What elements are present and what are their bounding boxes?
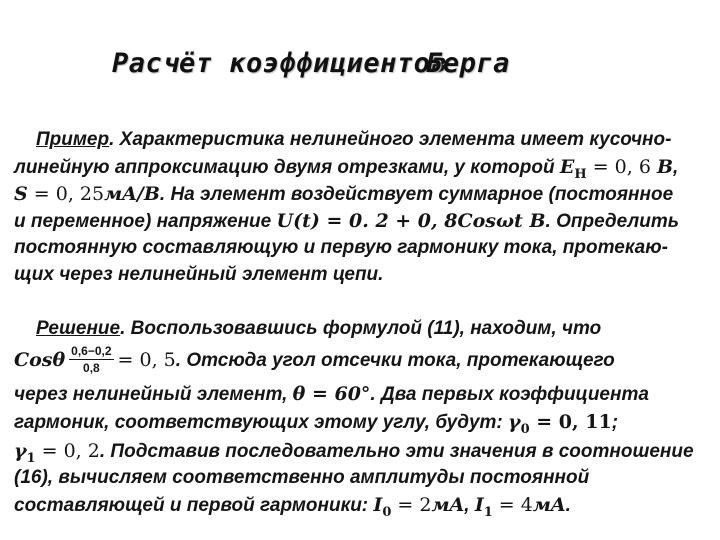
solution-text-2: . Отсюда угол отсечки тока, протекающего	[175, 350, 615, 372]
formula-E: E	[559, 156, 575, 178]
title-main: Расчёт коэффициентов	[112, 48, 448, 79]
solution-line-6	[14, 466, 589, 490]
example-comma: ,	[673, 157, 679, 178]
solution-line-3	[14, 382, 649, 407]
example-line-6	[14, 263, 383, 287]
formula-I0-value: = 2	[391, 494, 432, 516]
formula-E-value: = 0, 6	[586, 156, 657, 178]
formula-E-sub: H	[574, 167, 587, 182]
formula-I1-unit: мA	[532, 494, 566, 516]
formula-I1: I	[474, 494, 484, 516]
formula-cos: Cosθ	[14, 349, 66, 372]
solution-text-3b: . Два первых коэффициента	[370, 384, 649, 405]
solution-text-3: через нелинейный элемент,	[14, 384, 293, 405]
formula-cos-value: = 0, 5	[117, 349, 176, 372]
example-line-5	[14, 236, 668, 260]
solution-line-4	[14, 410, 618, 442]
solution-text-4: гармоник, соответствующих этому углу, будут:	[14, 412, 509, 433]
solution-period: .	[565, 495, 571, 516]
solution-line-1	[36, 317, 601, 341]
solution-line-2	[14, 346, 615, 376]
formula-I1-value: = 4	[492, 494, 533, 516]
example-label: Пример	[36, 129, 110, 150]
solution-text-6: (16), вычисляем соответственно амплитуды постоянной	[14, 467, 590, 488]
example-line-1	[36, 128, 671, 152]
fraction	[69, 345, 113, 375]
formula-I1-sub: 1	[483, 505, 493, 520]
example-text-2: линейную аппроксимацию двумя отрезками, у которой	[14, 157, 560, 178]
formula-gamma0-sub: 0	[520, 422, 530, 437]
example-text-4: и переменное) напряжение	[14, 211, 277, 232]
example-line-4	[14, 209, 679, 234]
formula-voltage: U(t) = 0. 2 + 0, 8Cosωt B	[276, 210, 546, 232]
solution-text-7: составляющей и первой гармоники:	[14, 495, 374, 516]
formula-theta: θ = 60°	[292, 383, 371, 405]
example-text-6: щих через нелинейный элемент цепи.	[14, 264, 384, 285]
example-text-4b: . Определить	[545, 211, 680, 232]
formula-S-value: = 0, 25	[27, 183, 105, 205]
example-text-1: . Характеристика нелинейного элемента имеет кусочно-	[109, 129, 672, 150]
solution-text-5: . Подставив последовательно эти значения в соотношение	[99, 441, 694, 462]
formula-S: S	[14, 183, 28, 205]
formula-S-unit: мA/B	[104, 183, 160, 205]
solution-label: Решение	[36, 318, 121, 339]
example-text-5: постоянную составляющую и первую гармонику тока, протекаю-	[14, 237, 669, 258]
title-tail: Берга	[426, 48, 510, 79]
formula-gamma0-value: = 0, 11	[529, 411, 612, 433]
formula-separator: ,	[464, 495, 475, 516]
formula-gamma1-value: = 0, 2	[35, 440, 100, 462]
formula-gamma1-sub: 1	[26, 451, 36, 466]
formula-gamma0: γ	[508, 411, 521, 433]
example-line-3	[14, 182, 673, 207]
fraction-numerator: 0,6−0,2	[71, 344, 112, 358]
formula-I0-sub: 0	[382, 505, 392, 520]
solution-text-1: . Воспользовавшись формулой (11), находим, что	[120, 318, 602, 339]
example-text-3: . На элемент воздействует суммарное (постоянное	[159, 184, 674, 205]
formula-E-unit: B	[656, 156, 674, 178]
formula-I0-unit: мA	[431, 494, 465, 516]
solution-semicolon: ;	[611, 412, 619, 433]
slide-title	[112, 48, 510, 79]
solution-line-7	[14, 493, 571, 525]
formula-gamma1: γ	[14, 440, 27, 462]
formula-I0: I	[373, 494, 383, 516]
fraction-denominator: 0,8	[83, 361, 100, 375]
